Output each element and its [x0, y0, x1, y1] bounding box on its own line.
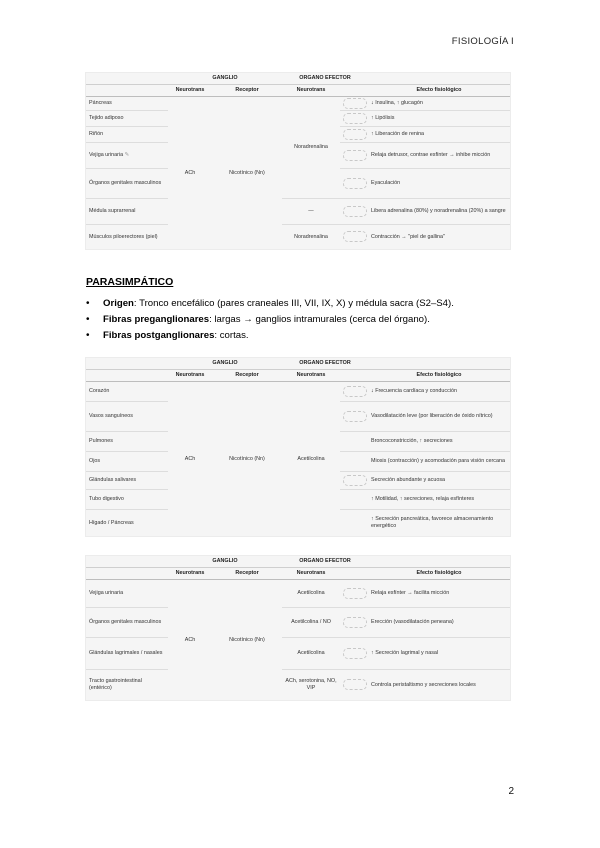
ganglio-neurotrans-cell: ACh [184, 455, 196, 462]
placeholder-shape [343, 386, 367, 397]
efector-neurotrans-cell: Acetilcolina [282, 580, 340, 608]
efecto-header: Efecto fisiológico [368, 370, 510, 382]
receptor-header: Receptor [212, 85, 282, 97]
sympathetic-effects-table [86, 73, 510, 249]
ganglio-neurotrans-cell: ACh [184, 636, 196, 643]
placeholder-shape [343, 617, 367, 628]
receptor-header: Receptor [212, 370, 282, 382]
efecto-header: Efecto fisiológico [368, 85, 510, 97]
efector-neurotrans-cell: Noradrenalina [282, 97, 340, 199]
organ-cell: Órganos genitales masculinos [86, 608, 168, 638]
organ-cell: Glándulas salivares [86, 472, 168, 490]
efector-neurotrans-cell: ACh, serotonina, NO, VIP [285, 678, 337, 691]
neurotrans-header: Neurotrans [168, 85, 212, 97]
ganglio-receptor-cell: Nicotínico (Nn) [229, 636, 265, 643]
ganglio-header: GANGLIO [168, 358, 282, 370]
list-item: • Origen: Tronco encefálico (pares craneales III, VII, IX, X) y médula sacra (S2–S4). [86, 296, 526, 312]
list-item: • Fibras postganglionares: cortas. [86, 328, 526, 344]
organo-efector-header: ORGANO EFECTOR [282, 73, 368, 85]
effect-cell: Relaja esfínter → facilita micción [368, 580, 510, 608]
effect-cell: Secreción abundante y acuosa [368, 472, 510, 490]
efector-neurotrans-cell: Noradrenalina [294, 233, 328, 240]
organ-cell: Ojos [86, 452, 168, 472]
placeholder-shape [343, 206, 367, 217]
effect-cell: ↑ Secreción lagrimal y nasal [368, 638, 510, 670]
effect-cell: ↑ Secreción pancreática, favorece almacenamiento energético [371, 516, 494, 529]
effect-cell: Erección (vasodilatación peneana) [368, 608, 510, 638]
ganglio-neurotrans-cell: ACh [184, 169, 196, 176]
neurotrans-header: Neurotrans [168, 370, 212, 382]
running-header: FISIOLOGÍA I [451, 36, 514, 47]
list-item: • Fibras preganglionares: largas → ganglios intramurales (cerca del órgano). [86, 312, 526, 328]
effect-cell: Relaja detrusor, contrae esfínter → inhibe micción [368, 143, 510, 169]
organo-efector-header: ORGANO EFECTOR [282, 556, 368, 568]
effect-cell: Vasodilatación leve (por liberación de óxido nítrico) [368, 402, 510, 432]
organ-cell: Tracto gastrointestinal (entérico) [89, 678, 142, 691]
efector-neurotrans-cell: Acetilcolina [297, 455, 325, 462]
section-title: PARASIMPÁTICO [86, 276, 174, 288]
placeholder-shape [343, 129, 367, 140]
ganglio-receptor-cell: Nicotínico (Nn) [229, 455, 265, 462]
efector-neurotrans-header: Neurotrans [282, 370, 340, 382]
effect-cell: Broncoconstricción, ↑ secreciones [368, 432, 510, 452]
effect-cell: ↑ Lipólisis [368, 111, 510, 127]
organ-cell: Órganos genitales masculinos [86, 169, 168, 199]
placeholder-shape [343, 231, 367, 242]
efector-neurotrans-cell: — [282, 199, 340, 225]
placeholder-shape [343, 648, 367, 659]
organo-efector-header: ORGANO EFECTOR [282, 358, 368, 370]
placeholder-shape [343, 475, 367, 486]
placeholder-shape [343, 411, 367, 422]
organ-cell: Vejiga urinaria [86, 580, 168, 608]
organ-cell: Páncreas [86, 97, 168, 111]
effect-cell: Libera adrenalina (80%) y noradrenalina (20%) a sangre [368, 199, 510, 225]
organ-cell: Corazón [86, 382, 168, 402]
effect-cell: Eyaculación [368, 169, 510, 199]
neurotrans-header: Neurotrans [168, 568, 212, 580]
placeholder-shape [343, 178, 367, 189]
organ-cell: Músculos piloerectores (piel) [89, 233, 158, 240]
page-number: 2 [508, 786, 514, 797]
organ-cell: Vasos sanguíneos [86, 402, 168, 432]
ganglio-receptor-cell: Nicotínico (Nn) [229, 169, 265, 176]
efector-neurotrans-header: Neurotrans [282, 85, 340, 97]
effect-cell: Miosis (contracción) y acomodación para visión cercana [368, 452, 510, 472]
efecto-header: Efecto fisiológico [368, 568, 510, 580]
effect-cell: Controla peristaltismo y secreciones locales [371, 681, 476, 688]
pencil-icon: ✎ [124, 152, 130, 159]
effect-cell: ↓ Insulina, ↑ glucagón [368, 97, 510, 111]
efector-neurotrans-cell: Acetilcolina / NO [282, 608, 340, 638]
parasympathetic-bullets [86, 296, 526, 344]
placeholder-shape [343, 588, 367, 599]
organ-cell: Tejido adiposo [86, 111, 168, 127]
parasympathetic-effects-table-2 [86, 556, 510, 700]
organ-cell: Hígado / Páncreas [89, 519, 134, 526]
organ-cell: Glándulas lagrimales / nasales [86, 638, 168, 670]
organ-cell: Médula suprarrenal [86, 199, 168, 225]
placeholder-shape [343, 150, 367, 161]
placeholder-shape [343, 679, 367, 690]
efector-neurotrans-header: Neurotrans [282, 568, 340, 580]
organ-cell: Riñón [86, 127, 168, 143]
placeholder-shape [343, 98, 367, 109]
effect-cell: Contracción → "piel de gallina" [371, 233, 445, 240]
placeholder-shape [343, 113, 367, 124]
parasympathetic-effects-table [86, 358, 510, 536]
efector-neurotrans-cell: Acetilcolina [282, 638, 340, 670]
effect-cell: ↓ Frecuencia cardíaca y conducción [368, 382, 510, 402]
effect-cell: ↑ Motilidad, ↑ secreciones, relaja esfínteres [368, 490, 510, 510]
organ-cell: Pulmones [86, 432, 168, 452]
effect-cell: ↑ Liberación de renina [368, 127, 510, 143]
ganglio-header: GANGLIO [168, 556, 282, 568]
organ-cell: Vejiga urinaria ✎ [86, 143, 168, 169]
organ-cell: Tubo digestivo [86, 490, 168, 510]
ganglio-header: GANGLIO [168, 73, 282, 85]
receptor-header: Receptor [212, 568, 282, 580]
